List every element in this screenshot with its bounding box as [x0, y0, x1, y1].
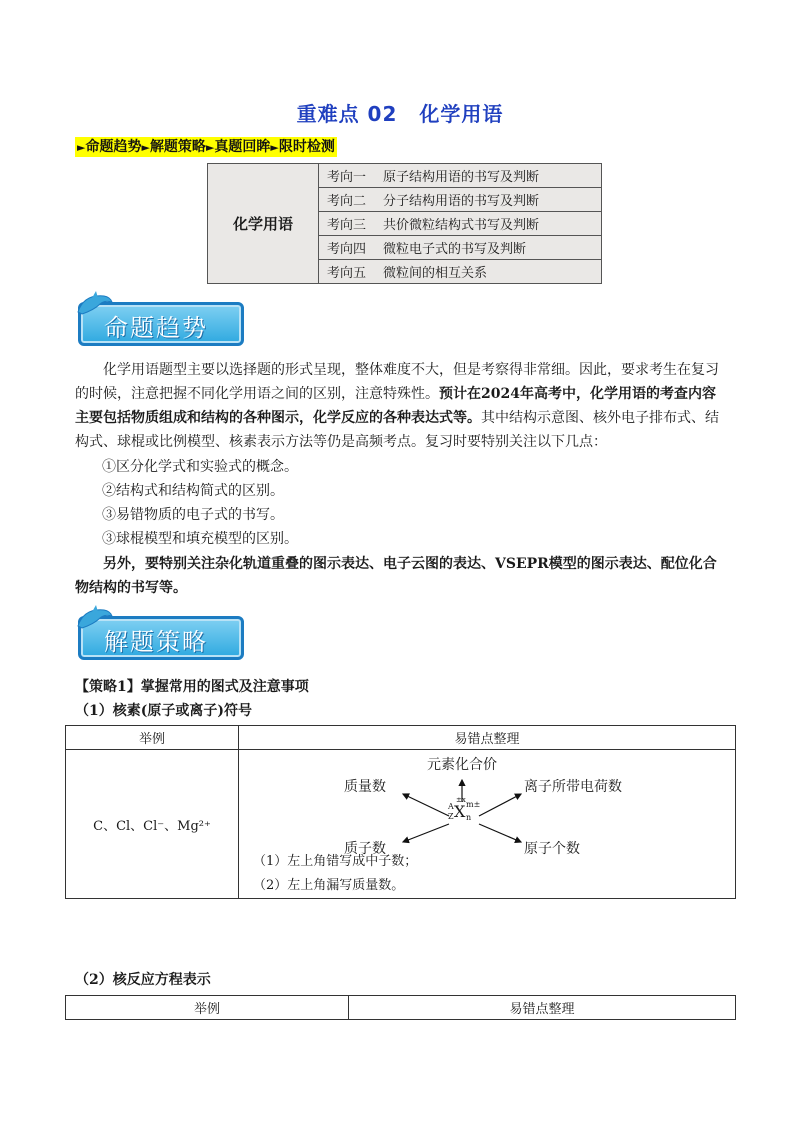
label-proton-number: 质子数	[344, 841, 386, 857]
arrow-icon: ►	[77, 141, 86, 154]
strategy-sub2: （2）核反应方程表示	[75, 972, 211, 988]
nav-item-test[interactable]: 限时检测	[278, 139, 335, 155]
strategy-title: 【策略1】掌握常用的图式及注意事项	[75, 679, 309, 695]
arrow-icon: ►	[141, 141, 150, 154]
trend-paragraph: 化学用语题型主要以选择题的形式呈现，整体难度不大，但是考察得非常细。因此，要求考生在复习的时候，注意把握不同化学用语之间的区别，注意特殊性。预计在2024年高考中，化学用语的考查内容主要包括物质组成和结构的各种图示，化学反应的各种表达式等。其中结构示意图、核外电子排布式、结构式、球棍或比例模型、核素表示方法等仍是高频考点。复习时要特别关注以下几点：	[75, 362, 719, 450]
label-valence: 元素化合价	[427, 757, 497, 773]
topic-table	[207, 163, 602, 284]
col-header: 举例	[66, 996, 349, 1020]
topic-row: 考向一 原子结构用语的书写及判断	[319, 164, 602, 188]
nav-item-review[interactable]: 真题回眸	[214, 139, 271, 155]
banner-trend-label: 命题趋势	[104, 314, 208, 342]
topic-row: 考向五 微粒间的相互关系	[319, 260, 602, 284]
list-item: ③球棍模型和填充模型的区别。	[102, 531, 298, 547]
title-part2: 化学用语	[419, 102, 504, 126]
label-mass-number: 质量数	[344, 779, 386, 795]
col-header: 易错点整理	[239, 726, 736, 750]
banner-strategy	[74, 604, 244, 660]
list-item: ③易错物质的电子式的书写。	[102, 507, 284, 523]
strategy-sub1: （1）核素(原子或离子)符号	[75, 703, 252, 719]
arrow-diagram	[299, 750, 719, 850]
arrow-icon: ►	[270, 141, 279, 154]
notes-cell	[239, 750, 736, 899]
example-cell: C、Cl、Cl⁻、Mg²⁺	[66, 750, 239, 899]
col-header: 易错点整理	[349, 996, 736, 1020]
page-title	[0, 98, 800, 127]
topic-row: 考向三 共价微粒结构式书写及判断	[319, 212, 602, 236]
nav-item-trend[interactable]: 命题趋势	[85, 139, 142, 155]
banner-trend	[74, 290, 244, 346]
nuclide-table	[65, 725, 736, 899]
label-ion-charge: 离子所带电荷数	[524, 779, 622, 795]
title-part1: 重难点 02	[296, 102, 398, 126]
nav-item-strategy[interactable]: 解题策略	[149, 139, 206, 155]
section-nav	[75, 137, 337, 157]
note-line: （1）左上角错写成中子数；	[253, 854, 418, 869]
topic-row: 考向二 分子结构用语的书写及判断	[319, 188, 602, 212]
list-item: ①区分化学式和实验式的概念。	[102, 459, 298, 475]
trend-note: 另外，要特别关注杂化轨道重叠的图示表达、电子云图的表达、VSEPR模型的图示表达、配位化合物结构的书写等。	[75, 556, 717, 596]
nuclide-diagram	[299, 750, 719, 857]
list-item: ②结构式和结构简式的区别。	[102, 483, 284, 499]
nuclide-symbol: A Z ±x X m± n	[448, 796, 481, 822]
label-atom-count: 原子个数	[524, 841, 580, 857]
banner-strategy-label: 解题策略	[104, 628, 208, 656]
arrow-icon: ►	[205, 141, 215, 154]
topic-row: 考向四 微粒电子式的书写及判断	[319, 236, 602, 260]
col-header: 举例	[66, 726, 239, 750]
nuclear-reaction-table	[65, 995, 736, 1020]
note-line: （2）左上角漏写质量数。	[253, 878, 405, 893]
topic-table-head: 化学用语	[208, 164, 319, 284]
